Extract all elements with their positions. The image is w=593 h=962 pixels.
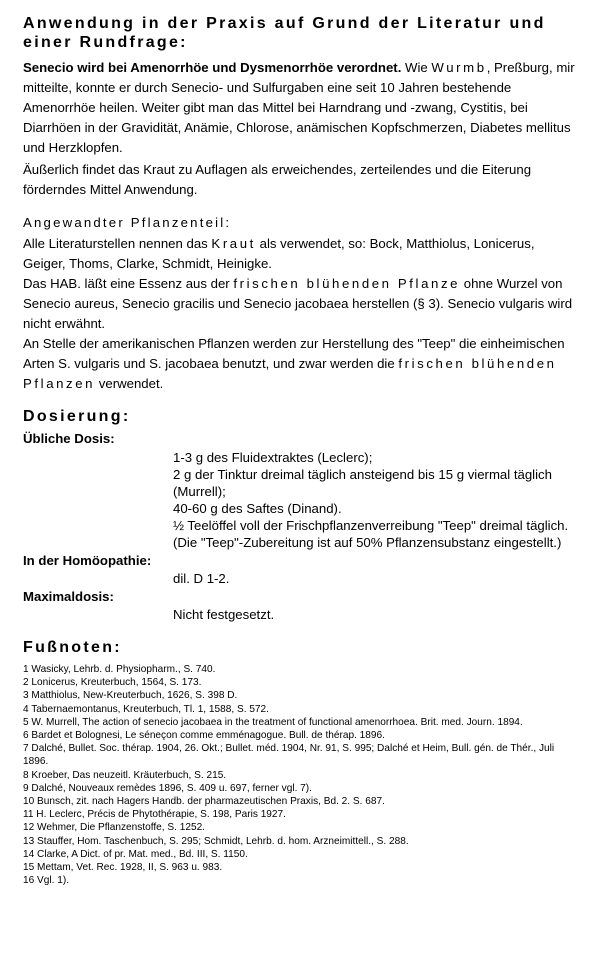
paragraph-indications xyxy=(23,58,578,158)
text-run: Wie xyxy=(401,60,432,75)
spaced-name-wurmb: Wurmb xyxy=(431,60,487,75)
paragraph-teep xyxy=(23,334,578,394)
text-run: Alle Literaturstellen nennen das xyxy=(23,236,212,251)
footnote-item: 4 Tabernaemontanus, Kreuterbuch, Tl. 1, 1588, S. 572. xyxy=(23,703,269,715)
paragraph-literature xyxy=(23,234,578,274)
dose-list-homoeopathy xyxy=(173,570,578,587)
footnote-item: 3 Matthiolus, New-Kreuterbuch, 1626, S. 398 D. xyxy=(23,690,238,702)
footnote-list xyxy=(23,663,578,887)
dose-label-usual: Übliche Dosis: xyxy=(23,431,115,446)
dose-line: 2 g der Tinktur dreimal täglich ansteigend bis 15 g viermal täglich (Murrell); xyxy=(173,467,552,499)
section-heading-dosierung: Dosierung: xyxy=(23,408,131,425)
text-run: , Preßburg, mir mitteilte, konnte er durch Senecio- und Sulfurgaben eine seit 10 Jahren bestehende Amenorrhöe heilen. Weiter gibt man das Mittel bei Harndrang und -zwang, Cystitis, bei Diarrhöen in der Gravidität, Anämie, Chlorose, anämischen Kopfschmerzen, Diabetes mellitus und Herzklopfen. xyxy=(23,60,575,155)
footnote-item: 9 Dalché, Nouveaux remèdes 1896, S. 409 u. 697, ferner vgl. 7). xyxy=(23,782,312,794)
text-run: als verwendet, so: Bock, Matthiolus, Lonicerus, Geiger, Thoms, Clarke, Schmidt, Heinigke. xyxy=(23,236,535,271)
spaced-text-kraut: Kraut xyxy=(211,236,256,251)
text-run: An Stelle der amerikanischen Pflanzen werden zur Herstellung des "Teep" die einheimischen Arten S. vulgaris und S. jacobaea benutzt, und zwar werden die xyxy=(23,336,565,371)
dose-list-maximal xyxy=(173,606,578,623)
dose-line: 40-60 g des Saftes (Dinand). xyxy=(173,501,342,516)
text-run: verwendet. xyxy=(95,376,164,391)
footnote-item: 10 Bunsch, zit. nach Hagers Handb. der pharmazeutischen Praxis, Bd. 2. S. 687. xyxy=(23,796,385,808)
section-heading-fussnoten: Fußnoten: xyxy=(23,639,122,656)
sub-heading-pflanzenteil: Angewandter Pflanzenteil: xyxy=(23,215,232,230)
spaced-text-fresh-plant: frischen blühenden Pflanze xyxy=(233,276,461,291)
footnote-item: 1 Wasicky, Lehrb. d. Physiopharm., S. 740. xyxy=(23,664,216,675)
footnote-item: 2 Lonicerus, Kreuterbuch, 1564, S. 173. xyxy=(23,677,202,689)
footnote-item: 11 H. Leclerc, Précis de Phytothérapie, S. 198, Paris 1927. xyxy=(23,809,286,821)
dose-line: ½ Teelöffel voll der Frischpflanzenverreibung "Teep" dreimal täglich. xyxy=(173,518,569,533)
footnote-item: 15 Mettam, Vet. Rec. 1928, II, S. 963 u. 983. xyxy=(23,862,223,874)
bold-lead-text: Senecio wird bei Amenorrhöe und Dysmenorrhöe verordnet. xyxy=(23,60,402,75)
footnote-item: 16 Vgl. 1). xyxy=(23,875,70,887)
dose-line: dil. D 1-2. xyxy=(173,571,230,586)
paragraph-external-use: Äußerlich findet das Kraut zu Auflagen als erweichendes, zerteilendes und die Eiterung förderndes Mittel Anwendung. xyxy=(23,162,532,197)
spaced-text-fresh-plants: frischen blühenden Pflanzen xyxy=(23,356,557,391)
footnote-item: 12 Wehmer, Die Pflanzenstoffe, S. 1252. xyxy=(23,822,205,834)
dose-line: Nicht festgesetzt. xyxy=(173,607,275,622)
footnote-item: 7 Dalché, Bullet. Soc. thérap. 1904, 26. Okt.; Bullet. méd. 1904, Nr. 91, S. 995; Dalché et Heim, Bull. gén. de Thér., Juli 1896. xyxy=(23,743,555,768)
footnote-item: 5 W. Murrell, The action of senecio jacobaea in the treatment of functional amenorrhoea. Brit. med. Journ. 1894. xyxy=(23,716,523,728)
section-heading-anwendung: Anwendung in der Praxis auf Grund der Literatur und einer Rundfrage: xyxy=(23,15,546,51)
footnote-item: 13 Stauffer, Hom. Taschenbuch, S. 295; Schmidt, Lehrb. d. hom. Arzneimittell., S. 288. xyxy=(23,835,409,847)
dose-line: (Die "Teep"-Zubereitung ist auf 50% Pflanzensubstanz eingestellt.) xyxy=(173,535,562,550)
dose-label-maximal: Maximaldosis: xyxy=(23,589,114,604)
paragraph-hab xyxy=(23,274,578,334)
footnote-item: 8 Kroeber, Das neuzeitl. Kräuterbuch, S. 215. xyxy=(23,769,227,781)
dose-list-usual xyxy=(173,449,578,551)
footnote-item: 6 Bardet et Bolognesi, Le séneçon comme emménagogue. Bull. de thérap. 1896. xyxy=(23,730,385,742)
footnote-item: 14 Clarke, A Dict. of pr. Mat. med., Bd. III, S. 1150. xyxy=(23,848,248,860)
document-page xyxy=(23,14,578,887)
text-run: Das HAB. läßt eine Essenz aus der xyxy=(23,276,234,291)
dose-line: 1-3 g des Fluidextraktes (Leclerc); xyxy=(173,450,373,465)
dose-label-homoeopathy: In der Homöopathie: xyxy=(23,553,152,568)
text-run: ohne Wurzel von Senecio aureus, Senecio gracilis und Senecio jacobaea herstellen (§ 3). Senecio vulgaris wird nicht erwähnt. xyxy=(23,276,573,331)
